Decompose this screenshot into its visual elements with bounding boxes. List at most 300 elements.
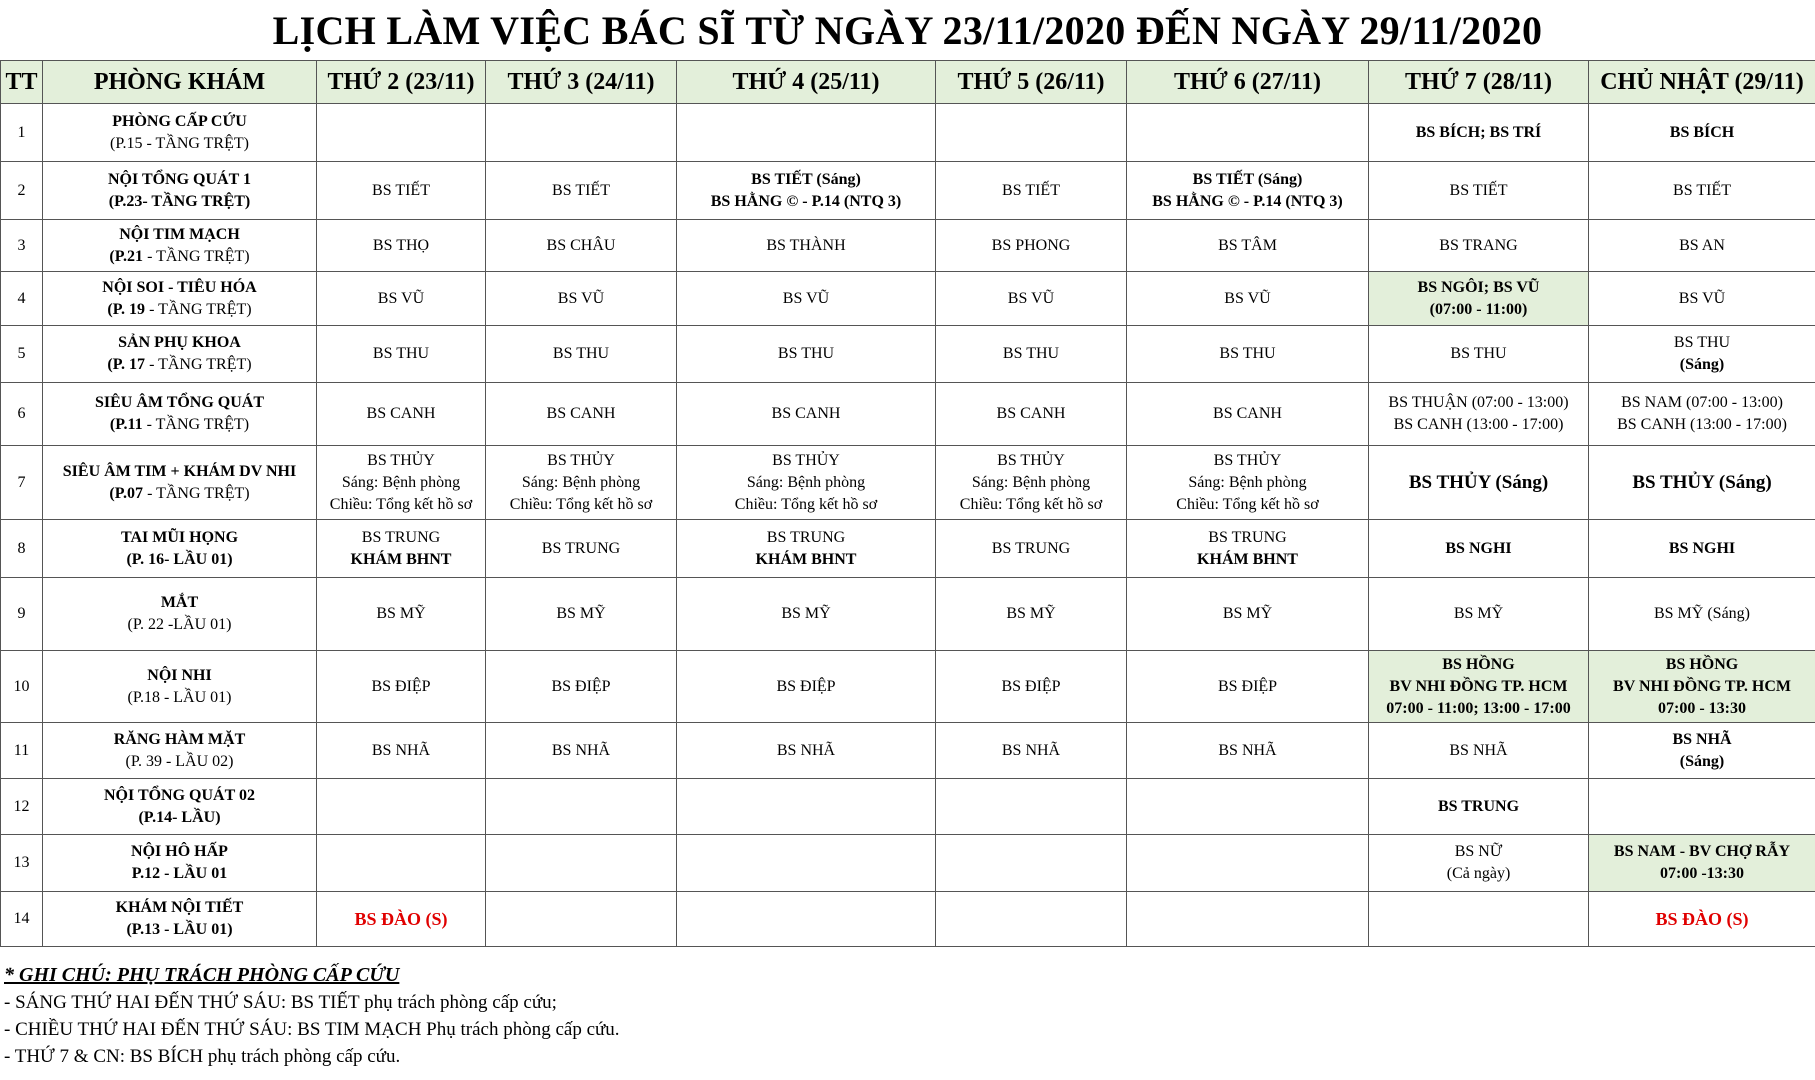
room-name: PHÒNG CẤP CỨU <box>112 112 247 130</box>
schedule-cell <box>677 578 936 651</box>
table-row <box>1 520 1815 578</box>
doctor-entry: BS NHÃ <box>1218 741 1277 759</box>
doctor-entry: BS THỦY <box>547 451 615 469</box>
room-cell <box>43 383 317 446</box>
doctor-entry: BS MỸ (Sáng) <box>1653 605 1750 622</box>
schedule-cell <box>486 779 677 835</box>
doctor-entry: (07:00 - 11:00) <box>1429 300 1528 318</box>
notes-line: - CHIỀU THỨ HAI ĐẾN THỨ SÁU: BS TIM MẠCH Phụ trách phòng cấp cứu. <box>4 1019 620 1040</box>
schedule-cell <box>1369 104 1589 162</box>
doctor-entry: BS THỦY (Sáng) <box>1408 471 1549 493</box>
doctor-entry: BS HỒNG <box>1665 655 1739 673</box>
schedule-cell <box>317 520 486 578</box>
doctor-entry: BS CANH <box>546 405 616 422</box>
schedule-cell <box>1127 835 1369 892</box>
schedule-cell <box>317 162 486 220</box>
room-location-text: - TẦNG TRỆT) <box>143 484 250 502</box>
schedule-cell <box>677 520 936 578</box>
schedule-cell <box>1589 162 1815 220</box>
doctor-entry: BS ĐÀO (S) <box>1655 909 1749 929</box>
schedule-cell <box>677 162 936 220</box>
table-row <box>1 892 1815 947</box>
doctor-entry: BS NAM - BV CHỢ RẪY <box>1613 843 1791 860</box>
room-cell <box>43 779 317 835</box>
schedule-cell <box>936 520 1127 578</box>
table-row <box>1 326 1815 383</box>
schedule-cell <box>1369 162 1589 220</box>
doctor-entry: BS NHÃ <box>1001 741 1061 759</box>
doctor-entry: BV NHI ĐỒNG TP. HCM <box>1613 677 1791 695</box>
doctor-entry: BS NAM (07:00 - 13:00) <box>1621 394 1783 411</box>
schedule-cell <box>936 326 1127 383</box>
row-number: 8 <box>1 520 43 578</box>
doctor-entry: BS TÂM <box>1218 236 1277 254</box>
schedule-cell <box>1369 892 1589 947</box>
schedule-cell <box>1369 723 1589 779</box>
schedule-cell <box>486 446 677 520</box>
doctor-entry: BS VŨ <box>377 289 425 307</box>
doctor-entry: BS TRUNG <box>361 528 441 546</box>
schedule-cell <box>1589 220 1815 272</box>
doctor-entry: BS CHÂU <box>546 236 616 254</box>
notes-line: - THỨ 7 & CN: BS BÍCH phụ trách phòng cấp cứu. <box>4 1046 401 1067</box>
schedule-cell <box>1589 892 1815 947</box>
schedule-cell <box>1369 272 1589 326</box>
doctor-entry: KHÁM BHNT <box>755 550 857 568</box>
schedule-cell <box>936 723 1127 779</box>
doctor-entry: BS HỒNG <box>1442 655 1515 673</box>
doctor-entry: Chiều: Tổng kết hồ sơ <box>1176 495 1319 513</box>
doctor-entry: BS THU <box>777 345 835 362</box>
doctor-entry: BS CANH <box>1213 405 1282 422</box>
table-row <box>1 162 1815 220</box>
schedule-cell <box>1127 578 1369 651</box>
schedule-cell <box>677 220 936 272</box>
schedule-cell <box>936 651 1127 723</box>
schedule-cell <box>1127 892 1369 947</box>
doctor-entry: BS ĐIỆP <box>1001 677 1061 695</box>
doctor-entry: BS NGÔI; BS VŨ <box>1417 278 1540 296</box>
room-cell <box>43 723 317 779</box>
schedule-cell <box>1589 578 1815 651</box>
doctor-entry: BS NHÃ <box>1449 741 1508 759</box>
room-cell <box>43 446 317 520</box>
doctor-entry: BS MỸ <box>1006 605 1056 622</box>
schedule-cell <box>486 326 677 383</box>
room-location <box>45 133 314 155</box>
header-day-mon: THỨ 2 (23/11) <box>317 61 486 104</box>
schedule-cell <box>486 723 677 779</box>
schedule-cell <box>317 723 486 779</box>
header-row <box>1 61 1815 104</box>
schedule-cell <box>486 651 677 723</box>
doctor-entry: BS TRUNG <box>766 528 846 546</box>
schedule-cell <box>1369 835 1589 892</box>
doctor-entry: BS VŨ <box>557 289 605 307</box>
row-number: 6 <box>1 383 43 446</box>
doctor-entry: BS HẰNG © - P.14 (NTQ 3) <box>1152 192 1343 210</box>
schedule-cell <box>1589 835 1815 892</box>
schedule-cell <box>317 326 486 383</box>
room-name: SIÊU ÂM TỔNG QUÁT <box>94 394 265 411</box>
room-location <box>45 807 314 829</box>
room-location-bold: (P.13 - LẦU 01) <box>126 921 233 938</box>
room-location-text: - TẦNG TRỆT) <box>142 416 250 433</box>
doctor-entry: BS NỮ <box>1454 843 1503 860</box>
room-name: KHÁM NỘI TIẾT <box>115 899 244 916</box>
doctor-entry: BS THỦY <box>997 451 1065 469</box>
doctor-entry: Sáng: Bệnh phòng <box>1188 473 1307 491</box>
doctor-entry: BS THU <box>1219 345 1276 362</box>
doctor-entry: Chiều: Tổng kết hồ sơ <box>509 495 653 513</box>
room-name: SIÊU ÂM TIM + KHÁM DV NHI <box>62 462 297 480</box>
doctor-entry: BS CANH <box>996 405 1066 422</box>
schedule-cell <box>1127 446 1369 520</box>
room-location <box>45 687 314 709</box>
doctor-entry: BS THUẬN (07:00 - 13:00) <box>1388 394 1569 411</box>
doctor-entry: BS THỦY <box>367 451 435 469</box>
schedule-cell <box>1589 723 1815 779</box>
room-location-bold: (P.23- TẦNG TRỆT) <box>108 192 251 210</box>
schedule-cell <box>1589 446 1815 520</box>
table-row <box>1 578 1815 651</box>
doctor-entry: BS THỦY (Sáng) <box>1632 471 1772 493</box>
header-day-tue: THỨ 3 (24/11) <box>486 61 677 104</box>
schedule-cell <box>936 835 1127 892</box>
doctor-entry: BS CANH (13:00 - 17:00) <box>1617 416 1787 433</box>
row-number: 13 <box>1 835 43 892</box>
schedule-cell <box>486 892 677 947</box>
schedule-body <box>1 104 1815 947</box>
schedule-cell <box>1589 104 1815 162</box>
room-cell <box>43 326 317 383</box>
schedule-cell <box>1369 220 1589 272</box>
schedule-cell <box>1369 446 1589 520</box>
row-number: 2 <box>1 162 43 220</box>
room-location-bold: (P.14- LẦU) <box>138 808 221 826</box>
schedule-cell <box>1127 383 1369 446</box>
schedule-cell <box>317 578 486 651</box>
schedule-cell <box>317 835 486 892</box>
room-location <box>45 191 314 213</box>
room-name: SẢN PHỤ KHOA <box>118 334 241 351</box>
doctor-entry: BS ĐIỆP <box>371 677 431 695</box>
schedule-cell <box>1369 326 1589 383</box>
schedule-cell <box>677 383 936 446</box>
schedule-cell <box>486 104 677 162</box>
doctor-entry: BS BÍCH; BS TRÍ <box>1415 123 1542 141</box>
room-location <box>45 751 314 773</box>
schedule-cell <box>486 272 677 326</box>
room-cell <box>43 162 317 220</box>
room-cell <box>43 835 317 892</box>
room-name: NỘI SOI - TIÊU HÓA <box>102 278 257 296</box>
room-location <box>45 549 314 571</box>
table-row <box>1 383 1815 446</box>
schedule-cell <box>936 162 1127 220</box>
room-location <box>45 614 314 636</box>
room-location <box>45 354 314 376</box>
doctor-entry: BS TIẾT <box>1449 181 1508 199</box>
room-name: NỘI HÔ HẤP <box>131 843 228 860</box>
room-location-bold: (P. 16- LẦU 01) <box>126 550 233 568</box>
doctor-entry: BS AN <box>1679 236 1725 254</box>
table-row <box>1 651 1815 723</box>
room-cell <box>43 520 317 578</box>
doctor-entry: BS THU <box>1673 334 1731 351</box>
room-location-text: - TẦNG TRỆT) <box>145 356 252 373</box>
header-day-sat: THỨ 7 (28/11) <box>1369 61 1589 104</box>
schedule-cell <box>1369 779 1589 835</box>
doctor-entry: BS BÍCH <box>1669 123 1735 141</box>
page-title: LỊCH LÀM VIỆC BÁC SĨ TỪ NGÀY 23/11/2020 ĐẾN NGÀY 29/11/2020 <box>272 7 1543 53</box>
schedule-cell <box>1589 779 1815 835</box>
schedule-cell <box>677 723 936 779</box>
schedule-cell <box>677 326 936 383</box>
room-cell <box>43 104 317 162</box>
schedule-cell <box>317 272 486 326</box>
room-location <box>45 414 314 436</box>
notes-line: - SÁNG THỨ HAI ĐẾN THỨ SÁU: BS TIẾT phụ trách phòng cấp cứu; <box>4 992 557 1013</box>
schedule-cell <box>1589 651 1815 723</box>
doctor-entry: BS NGHI <box>1445 539 1512 557</box>
schedule-cell <box>486 162 677 220</box>
doctor-entry: BS MỸ <box>1453 605 1504 622</box>
doctor-entry: (Sáng) <box>1679 356 1725 373</box>
schedule-cell <box>1127 723 1369 779</box>
schedule-cell <box>1127 326 1369 383</box>
room-location-text: - TẦNG TRỆT) <box>143 247 250 265</box>
room-cell <box>43 892 317 947</box>
doctor-entry: BS NHÃ <box>776 741 836 759</box>
room-name: TAI MŨI HỌNG <box>120 528 239 546</box>
room-cell <box>43 578 317 651</box>
doctor-entry: Sáng: Bệnh phòng <box>521 473 641 491</box>
row-number: 4 <box>1 272 43 326</box>
doctor-entry: BS TIẾT <box>1002 181 1060 199</box>
schedule-cell <box>936 779 1127 835</box>
doctor-entry: BS TRUNG <box>991 539 1071 557</box>
doctor-entry: BS ĐÀO (S) <box>354 909 448 929</box>
doctor-entry: BS TRUNG <box>1208 528 1287 546</box>
doctor-entry: BS NHÃ <box>1672 730 1732 748</box>
schedule-cell <box>677 272 936 326</box>
doctor-entry: BS TRUNG <box>1437 797 1520 815</box>
schedule-cell <box>1369 651 1589 723</box>
schedule-cell <box>936 578 1127 651</box>
schedule-cell <box>1127 651 1369 723</box>
room-location-text: - TẦNG TRỆT) <box>145 300 252 318</box>
doctor-entry: BS THU <box>1450 345 1507 362</box>
header-day-fri: THỨ 6 (27/11) <box>1127 61 1369 104</box>
doctor-entry: Sáng: Bệnh phòng <box>746 473 866 491</box>
doctor-entry: BV NHI ĐỒNG TP. HCM <box>1389 677 1568 695</box>
doctor-entry: BS THỌ <box>372 236 430 254</box>
schedule-cell <box>1127 520 1369 578</box>
table-row <box>1 835 1815 892</box>
room-location-text: (P.15 - TẦNG TRỆT) <box>110 134 249 152</box>
schedule-cell <box>936 446 1127 520</box>
doctor-entry: Sáng: Bệnh phòng <box>971 473 1091 491</box>
schedule-cell <box>936 272 1127 326</box>
schedule-cell <box>1369 520 1589 578</box>
room-location-bold: (P. 17 <box>107 356 146 373</box>
row-number: 7 <box>1 446 43 520</box>
doctor-entry: BS TIẾT <box>552 181 610 199</box>
doctor-entry: BS NHÃ <box>551 741 611 759</box>
schedule-cell <box>317 104 486 162</box>
room-location-bold: (P.07 <box>109 484 144 502</box>
doctor-entry: BS ĐIỆP <box>1217 677 1278 695</box>
schedule-cell <box>1589 272 1815 326</box>
schedule-cell <box>1369 383 1589 446</box>
schedule-cell <box>936 383 1127 446</box>
doctor-entry: BS VŨ <box>1007 289 1055 307</box>
doctor-entry: 07:00 - 13:30 <box>1658 699 1746 717</box>
table-row <box>1 220 1815 272</box>
schedule-cell <box>1127 272 1369 326</box>
schedule-cell <box>1589 520 1815 578</box>
doctor-entry: Chiều: Tổng kết hồ sơ <box>959 495 1103 513</box>
header-day-sun: CHỦ NHẬT (29/11) <box>1589 61 1815 104</box>
header-day-wed: THỨ 4 (25/11) <box>677 61 936 104</box>
schedule-cell <box>1589 383 1815 446</box>
schedule-cell <box>677 779 936 835</box>
doctor-entry: Chiều: Tổng kết hồ sơ <box>734 495 878 513</box>
row-number: 3 <box>1 220 43 272</box>
doctor-entry: BS TIẾT (Sáng) <box>751 170 861 188</box>
schedule-cell <box>317 892 486 947</box>
room-location <box>45 863 314 885</box>
schedule-cell <box>317 779 486 835</box>
schedule-cell <box>317 446 486 520</box>
schedule-cell <box>1127 779 1369 835</box>
header-tt: TT <box>1 61 43 104</box>
room-location-bold: P.12 - LẦU 01 <box>131 865 228 882</box>
doctor-entry: 07:00 - 11:00; 13:00 - 17:00 <box>1386 699 1571 717</box>
schedule-cell <box>1589 326 1815 383</box>
doctor-entry: BS THỦY <box>772 451 840 469</box>
schedule-cell <box>486 578 677 651</box>
room-location <box>45 299 314 321</box>
room-location-bold: (P. 19 <box>107 300 146 318</box>
room-cell <box>43 272 317 326</box>
row-number: 14 <box>1 892 43 947</box>
schedule-cell <box>677 104 936 162</box>
doctor-entry: BS THU <box>552 345 610 362</box>
room-name: RĂNG HÀM MẶT <box>113 730 246 748</box>
schedule-cell <box>936 104 1127 162</box>
schedule-cell <box>677 835 936 892</box>
doctor-entry: BS VŨ <box>1678 289 1726 307</box>
schedule-cell <box>486 220 677 272</box>
doctor-entry: Chiều: Tổng kết hồ sơ <box>329 495 473 513</box>
room-name: NỘI NHI <box>147 666 212 684</box>
table-row <box>1 104 1815 162</box>
notes-heading: * GHI CHÚ: PHỤ TRÁCH PHÒNG CẤP CỨU <box>4 964 400 986</box>
table-row <box>1 779 1815 835</box>
doctor-entry: BS TIẾT <box>1673 181 1731 199</box>
doctor-entry: BS MỸ <box>376 605 426 622</box>
row-number: 1 <box>1 104 43 162</box>
doctor-entry: BS ĐIỆP <box>776 677 836 695</box>
doctor-entry: BS TRUNG <box>541 539 621 557</box>
doctor-entry: BS CANH <box>366 405 436 422</box>
schedule-cell <box>936 220 1127 272</box>
schedule-cell <box>1127 220 1369 272</box>
doctor-entry: BS NGHI <box>1668 539 1736 557</box>
row-number: 12 <box>1 779 43 835</box>
doctor-entry: BS TIẾT (Sáng) <box>1192 170 1303 188</box>
schedule-cell <box>936 892 1127 947</box>
doctor-entry: BS THU <box>372 345 430 362</box>
schedule-cell <box>486 520 677 578</box>
doctor-entry: BS CANH <box>771 405 841 422</box>
room-cell <box>43 651 317 723</box>
doctor-entry: KHÁM BHNT <box>1197 550 1298 568</box>
room-name: MẮT <box>160 594 199 611</box>
schedule-cell <box>677 446 936 520</box>
doctor-entry: BS MỸ <box>781 605 831 622</box>
doctor-entry: BS TIẾT <box>372 181 430 199</box>
doctor-entry: BS CANH (13:00 - 17:00) <box>1393 416 1564 433</box>
schedule-cell <box>317 220 486 272</box>
doctor-entry: (Cả ngày) <box>1446 865 1511 882</box>
room-location <box>45 483 314 505</box>
doctor-entry: KHÁM BHNT <box>350 550 452 568</box>
schedule-cell <box>677 651 936 723</box>
header-room: PHÒNG KHÁM <box>43 61 317 104</box>
schedule-cell <box>1127 162 1369 220</box>
room-location-text: (P.18 - LẦU 01) <box>127 688 232 706</box>
doctor-entry: BS PHONG <box>991 236 1071 254</box>
doctor-entry: BS MỸ <box>1222 605 1273 622</box>
room-location <box>45 246 314 268</box>
doctor-entry: BS THU <box>1002 345 1060 362</box>
doctor-entry: 07:00 -13:30 <box>1660 865 1744 882</box>
doctor-entry: BS THÀNH <box>766 236 846 254</box>
schedule-cell <box>677 892 936 947</box>
table-row <box>1 446 1815 520</box>
schedule-cell <box>317 651 486 723</box>
room-location-bold: (P.21 <box>109 247 144 265</box>
doctor-entry: Sáng: Bệnh phòng <box>341 473 461 491</box>
room-name: NỘI TỔNG QUÁT 02 <box>104 786 255 804</box>
notes-section <box>4 962 1804 1070</box>
doctor-entry: BS VŨ <box>1224 289 1271 307</box>
doctor-entry: BS MỸ <box>556 605 606 622</box>
room-location-text: (P. 22 -LẦU 01) <box>127 616 232 633</box>
schedule-cell <box>486 835 677 892</box>
room-location-bold: (P.11 <box>109 416 143 433</box>
doctor-entry: BS THỦY <box>1213 451 1282 469</box>
doctor-entry: BS VŨ <box>782 289 830 307</box>
schedule-table <box>0 60 1815 947</box>
row-number: 9 <box>1 578 43 651</box>
room-location <box>45 919 314 941</box>
room-name: NỘI TỔNG QUÁT 1 <box>108 170 251 188</box>
doctor-entry: BS NHÃ <box>371 741 431 759</box>
row-number: 11 <box>1 723 43 779</box>
row-number: 10 <box>1 651 43 723</box>
doctor-entry: BS TRANG <box>1439 236 1518 254</box>
schedule-cell <box>486 383 677 446</box>
table-row <box>1 723 1815 779</box>
header-day-thu: THỨ 5 (26/11) <box>936 61 1127 104</box>
doctor-entry: (Sáng) <box>1679 752 1725 770</box>
room-location-text: (P. 39 - LẦU 02) <box>125 752 234 770</box>
schedule-cell <box>1127 104 1369 162</box>
